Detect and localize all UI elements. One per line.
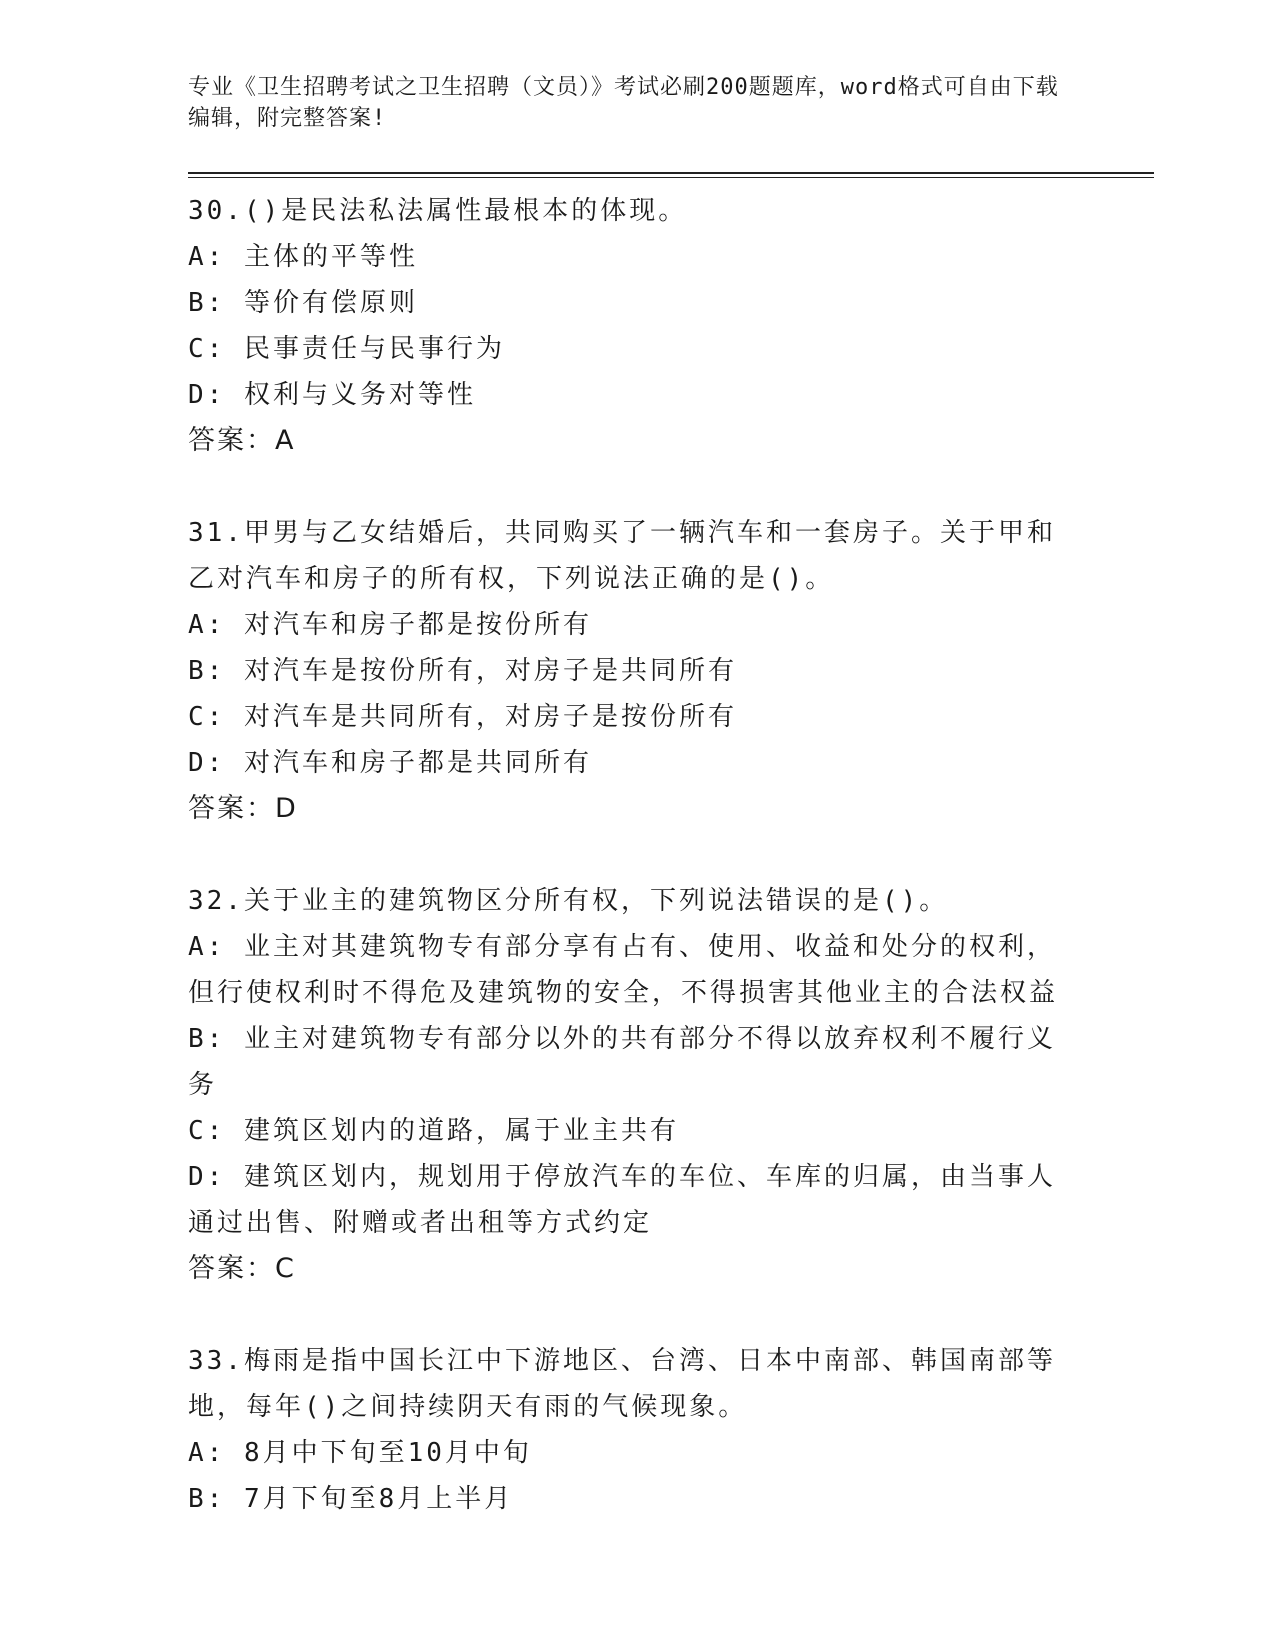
- document-header: 专业《卫生招聘考试之卫生招聘（文员）》考试必刷200题题库，word格式可自由下载编辑，附完整答案!: [188, 75, 1059, 131]
- option-b: B: 对汽车是按份所有，对房子是共同所有: [188, 656, 737, 686]
- answer-label: 答案：C: [188, 1253, 296, 1284]
- question-32: [188, 878, 1168, 1292]
- question-stem: 31.甲男与乙女结婚后，共同购买了一辆汽车和一套房子。关于甲和乙对汽车和房子的所有权，下列说法正确的是()。: [188, 518, 1056, 594]
- document-page: [188, 72, 1168, 1568]
- option-c: C: 民事责任与民事行为: [188, 334, 505, 364]
- option-d: D: 对汽车和房子都是共同所有: [188, 748, 592, 778]
- question-31: [188, 510, 1168, 832]
- option-d: D: 权利与义务对等性: [188, 380, 476, 410]
- answer-label: 答案：D: [188, 793, 298, 824]
- question-stem: 30.()是民法私法属性最根本的体现。: [188, 196, 688, 226]
- question-list: [188, 188, 1168, 1522]
- option-c: C: 对汽车是共同所有，对房子是按份所有: [188, 702, 737, 732]
- question-30: [188, 188, 1168, 464]
- question-stem: 32.关于业主的建筑物区分所有权，下列说法错误的是()。: [188, 886, 949, 916]
- question-33: [188, 1338, 1168, 1522]
- option-a: A: 对汽车和房子都是按份所有: [188, 610, 592, 640]
- option-b: B: 7月下旬至8月上半月: [188, 1484, 514, 1514]
- answer-label: 答案：A: [188, 425, 296, 456]
- option-a: A: 主体的平等性: [188, 242, 418, 272]
- option-b: B: 等价有偿原则: [188, 288, 418, 318]
- option-b: B: 业主对建筑物专有部分以外的共有部分不得以放弃权利不履行义务: [188, 1024, 1056, 1100]
- header-divider: [188, 172, 1154, 178]
- option-d: D: 建筑区划内，规划用于停放汽车的车位、车库的归属，由当事人通过出售、附赠或者出租等方式约定: [188, 1162, 1056, 1238]
- option-c: C: 建筑区划内的道路，属于业主共有: [188, 1116, 679, 1146]
- option-a: A: 业主对其建筑物专有部分享有占有、使用、收益和处分的权利，但行使权利时不得危及建筑物的安全，不得损害其他业主的合法权益: [188, 932, 1059, 1008]
- option-a: A: 8月中下旬至10月中旬: [188, 1438, 532, 1468]
- question-stem: 33.梅雨是指中国长江中下游地区、台湾、日本中南部、韩国南部等地，每年()之间持续阴天有雨的气候现象。: [188, 1346, 1056, 1422]
